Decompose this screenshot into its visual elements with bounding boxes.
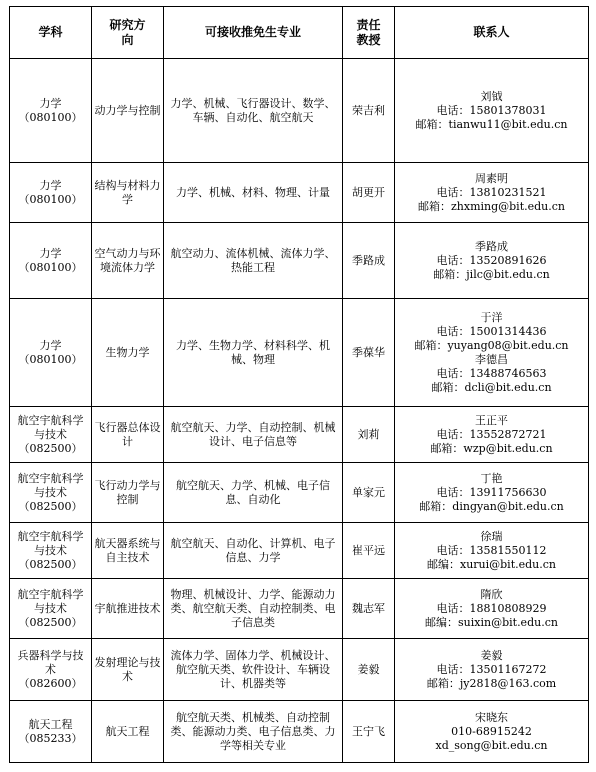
discipline-cell [10, 463, 92, 523]
contact-line: 电话：15801378031 [436, 103, 547, 117]
contact-line: 姜毅 [480, 648, 503, 662]
contact-line: 电话：13501167272 [436, 662, 547, 676]
contact-line: 邮箱：zhxming@bit.edu.cn [417, 199, 565, 213]
direction-text: 航天工程 [105, 724, 150, 738]
majors-text: 航空航天、力学、机械、电子信息、自动化 [176, 478, 330, 506]
discipline-line: 与技术 [34, 485, 67, 499]
contact-cell [395, 639, 589, 701]
majors-text: 力学、机械、材料、物理、计量 [176, 185, 330, 199]
contact-cell [395, 223, 589, 299]
majors-text: 力学、机械、飞行器设计、数学、车辆、自动化、航空航天 [170, 96, 336, 124]
professor-cell: 季路成 [343, 223, 395, 299]
professor-cell: 荣吉利 [343, 59, 395, 163]
discipline-cell [10, 299, 92, 407]
contact-line: 电话：15001314436 [436, 324, 547, 338]
direction-cell [92, 579, 164, 639]
table-header-row [10, 7, 589, 59]
discipline-line: （080100） [18, 192, 83, 206]
discipline-line: 力学 [39, 96, 62, 110]
discipline-cell [10, 523, 92, 579]
discipline-line: 航空宇航科学 [17, 471, 84, 485]
contact-line: 电话：18810808929 [436, 601, 547, 615]
discipline-line: 力学 [39, 178, 62, 192]
discipline-cell [10, 701, 92, 763]
table-row [10, 59, 589, 163]
discipline-line: 力学 [39, 338, 62, 352]
direction-text: 宇航推进技术 [94, 601, 161, 615]
header-contact: 联系人 [395, 7, 589, 59]
contact-line: 邮箱：wzp@bit.edu.cn [430, 441, 553, 455]
majors-text: 航空航天、力学、自动控制、机械设计、电子信息等 [170, 420, 336, 448]
contact-line: 010-68915242 [451, 724, 532, 738]
discipline-line: （082600） [18, 676, 83, 690]
contact-cell [395, 407, 589, 463]
contact-line: 电话：13581550112 [436, 543, 547, 557]
majors-cell [164, 579, 343, 639]
table-row [10, 299, 589, 407]
contact-cell [395, 163, 589, 223]
discipline-line: 航空宇航科学 [17, 529, 84, 543]
professor-cell: 刘莉 [343, 407, 395, 463]
direction-text: 空气动力与环境流体力学 [94, 246, 161, 274]
discipline-line: 与技术 [34, 543, 67, 557]
contact-line: 王正平 [475, 413, 508, 427]
discipline-line: 航空宇航科学 [17, 413, 84, 427]
contact-cell [395, 579, 589, 639]
majors-cell [164, 407, 343, 463]
majors-cell [164, 223, 343, 299]
majors-cell [164, 59, 343, 163]
professor-cell: 胡更开 [343, 163, 395, 223]
table-row [10, 163, 589, 223]
contact-cell [395, 299, 589, 407]
recommendation-table [9, 6, 589, 763]
header-professor: 责任教授 [343, 7, 395, 59]
discipline-line: 航天工程 [28, 717, 73, 731]
discipline-line: （082500） [18, 615, 83, 629]
professor-cell: 魏志军 [343, 579, 395, 639]
discipline-line: 与技术 [34, 601, 67, 615]
direction-cell [92, 639, 164, 701]
contact-line: 邮箱：dcli@bit.edu.cn [431, 380, 552, 394]
professor-cell: 王宁飞 [343, 701, 395, 763]
table-row [10, 523, 589, 579]
discipline-cell [10, 59, 92, 163]
contact-line: 李德昌 [475, 352, 508, 366]
contact-line: 电话：13520891626 [436, 253, 547, 267]
contact-line: 邮箱：dingyan@bit.edu.cn [419, 499, 564, 513]
majors-cell [164, 463, 343, 523]
contact-line: 邮箱：tianwu11@bit.edu.cn [415, 117, 568, 131]
professor-cell: 姜毅 [343, 639, 395, 701]
contact-line: 邮编：xurui@bit.edu.cn [426, 557, 556, 571]
direction-cell [92, 701, 164, 763]
header-majors: 可接收推免生专业 [164, 7, 343, 59]
majors-cell [164, 299, 343, 407]
contact-line: 电话：13810231521 [436, 185, 547, 199]
direction-cell [92, 463, 164, 523]
professor-cell: 单家元 [343, 463, 395, 523]
majors-text: 力学、生物力学、材料科学、机械、物理 [176, 338, 330, 366]
majors-cell [164, 523, 343, 579]
majors-text: 流体力学、固体力学、机械设计、航空航天类、软件设计、车辆设计、机器类等 [170, 648, 336, 690]
discipline-cell [10, 639, 92, 701]
discipline-line: 与技术 [34, 427, 67, 441]
majors-text: 航空动力、流体机械、流体力学、热能工程 [170, 246, 336, 274]
contact-line: 邮箱：yuyang08@bit.edu.cn [414, 338, 569, 352]
discipline-line: （082500） [18, 499, 83, 513]
contact-line: xd_song@bit.edu.cn [435, 738, 548, 752]
majors-text: 航空航天、自动化、计算机、电子信息、力学 [170, 536, 336, 564]
contact-line: 刘钺 [480, 89, 503, 103]
direction-cell [92, 163, 164, 223]
contact-line: 电话：13552872721 [436, 427, 547, 441]
contact-line: 邮编：suixin@bit.edu.cn [425, 615, 558, 629]
table-row [10, 579, 589, 639]
contact-cell [395, 523, 589, 579]
header-direction: 研究方向 [92, 7, 164, 59]
majors-cell [164, 701, 343, 763]
direction-cell [92, 223, 164, 299]
discipline-line: 力学 [39, 246, 62, 260]
discipline-cell [10, 407, 92, 463]
contact-line: 于洋 [480, 310, 503, 324]
direction-text: 航天器系统与自主技术 [94, 536, 161, 564]
majors-text: 航空航天类、机械类、自动控制类、能源动力类、电子信息类、力学等相关专业 [170, 710, 336, 752]
contact-line: 电话：13488746563 [436, 366, 547, 380]
discipline-line: （082500） [18, 441, 83, 455]
contact-line: 周素明 [475, 171, 508, 185]
contact-line: 丁艳 [480, 471, 503, 485]
contact-line: 季路成 [475, 239, 508, 253]
discipline-cell [10, 579, 92, 639]
professor-cell: 崔平远 [343, 523, 395, 579]
table-row [10, 463, 589, 523]
contact-line: 邮箱：jilc@bit.edu.cn [433, 267, 550, 281]
discipline-line: （080100） [18, 352, 83, 366]
direction-cell [92, 299, 164, 407]
table-row [10, 701, 589, 763]
contact-cell [395, 701, 589, 763]
table-row [10, 407, 589, 463]
contact-line: 宋晓东 [475, 710, 508, 724]
contact-line: 邮箱：jy2818@163.com [426, 676, 557, 690]
direction-text: 动力学与控制 [94, 103, 161, 117]
direction-cell [92, 59, 164, 163]
header-discipline: 学科 [10, 7, 92, 59]
majors-text: 物理、机械设计、力学、能源动力类、航空航天类、自动控制类、电子信息类 [170, 587, 336, 629]
discipline-line: （080100） [18, 110, 83, 124]
discipline-cell [10, 163, 92, 223]
discipline-line: 航空宇航科学 [17, 587, 84, 601]
professor-cell: 季葆华 [343, 299, 395, 407]
direction-cell [92, 407, 164, 463]
majors-cell [164, 639, 343, 701]
discipline-line: 兵器科学与技 [17, 648, 84, 662]
discipline-line: （085233） [18, 731, 83, 745]
discipline-line: 术 [45, 662, 56, 676]
direction-cell [92, 523, 164, 579]
contact-cell [395, 463, 589, 523]
discipline-line: （080100） [18, 260, 83, 274]
direction-text: 结构与材料力学 [94, 178, 161, 206]
table-row [10, 639, 589, 701]
contact-line: 隋欣 [480, 587, 503, 601]
discipline-line: （082500） [18, 557, 83, 571]
direction-text: 飞行动力学与控制 [94, 478, 161, 506]
direction-text: 生物力学 [105, 345, 150, 359]
majors-cell [164, 163, 343, 223]
contact-line: 徐瑞 [480, 529, 503, 543]
contact-line: 电话：13911756630 [436, 485, 547, 499]
table-row [10, 223, 589, 299]
contact-cell [395, 59, 589, 163]
discipline-cell [10, 223, 92, 299]
direction-text: 发射理论与技术 [94, 655, 161, 683]
direction-text: 飞行器总体设计 [94, 420, 161, 448]
